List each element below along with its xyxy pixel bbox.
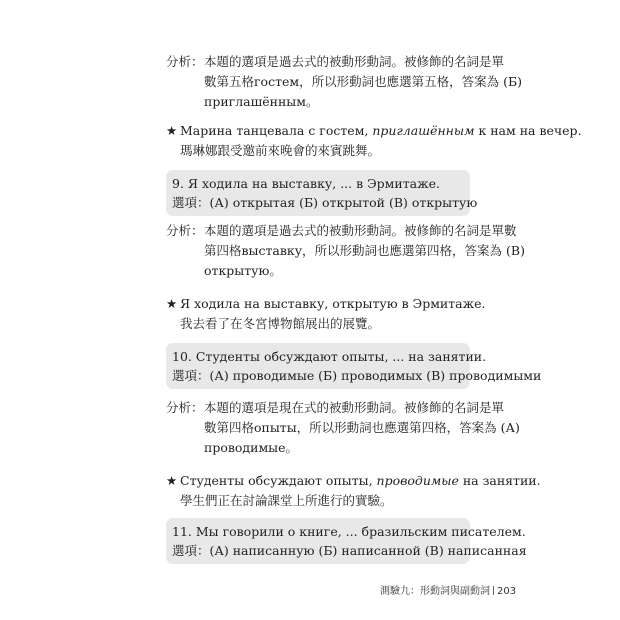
analysis-line: 第四格выставку，所以形動詞也應選第四格，答案為 (В) <box>204 243 525 258</box>
example-q9 <box>166 294 486 334</box>
page-footer <box>380 582 517 597</box>
analysis-q10 <box>166 398 520 458</box>
question-text: 11. Мы говорили о книге, ... бразильским писателем. <box>172 524 526 539</box>
example-translation: 學生們正在討論課堂上所進行的實驗。 <box>180 493 393 508</box>
example-translation: 我去看了在冬宮博物館展出的展覽。 <box>180 316 381 331</box>
question-9-box <box>166 170 478 216</box>
example-q8 <box>166 121 582 161</box>
analysis-q8 <box>166 52 523 112</box>
example-translation: 瑪琳娜跟受邀前來晚會的來賓跳舞。 <box>180 143 381 158</box>
question-11-box <box>166 518 527 564</box>
question-options: 選項：(А) открытая (Б) открытой (В) открытую <box>172 195 478 210</box>
question-options: 選項：(А) проводимые (Б) проводимых (В) проводимыми <box>172 368 542 383</box>
analysis-label: 分析： <box>166 400 204 415</box>
question-10-box <box>166 343 542 389</box>
highlighted-participle: приглашённым <box>372 123 475 138</box>
analysis-line: открытую。 <box>204 263 282 278</box>
analysis-line: 本題的選項是過去式的被動形動詞。被修飾的名詞是單 <box>204 54 505 69</box>
analysis-line: 數第五格гостем，所以形動詞也應選第五格，答案為 (Б) <box>204 74 523 89</box>
question-text: 10. Студенты обсуждают опыты, ... на занятии. <box>172 349 487 364</box>
analysis-line: 數第四格опыты，所以形動詞也應選第四格，答案為 (А) <box>204 420 520 435</box>
highlighted-participle: проводимые <box>376 473 459 488</box>
example-sentence: Марина танцевала с гостем, приглашённым к нам на вечер. <box>180 123 582 138</box>
analysis-label: 分析： <box>166 54 204 69</box>
analysis-line: приглашённым。 <box>204 94 319 109</box>
star-icon: ★ <box>166 473 178 488</box>
analysis-line: проводимые。 <box>204 440 299 455</box>
footer-divider <box>493 586 494 595</box>
example-sentence: Я ходила на выставку, открытую в Эрмитаже. <box>180 296 486 311</box>
example-q10 <box>166 471 541 511</box>
example-sentence: Студенты обсуждают опыты, проводимые на занятии. <box>180 473 541 488</box>
analysis-line: 本題的選項是現在式的被動形動詞。被修飾的名詞是單 <box>204 400 505 415</box>
analysis-line: 本題的選項是過去式的被動形動詞。被修飾的名詞是單數 <box>204 223 517 238</box>
analysis-q9 <box>166 221 525 281</box>
analysis-label: 分析： <box>166 223 204 238</box>
star-icon: ★ <box>166 123 178 138</box>
page-number: 203 <box>497 586 517 597</box>
star-icon: ★ <box>166 296 178 311</box>
question-text: 9. Я ходила на выставку, ... в Эрмитаже. <box>172 176 440 191</box>
chapter-title: 測驗九：形動詞與副動詞 <box>380 586 490 597</box>
question-options: 選項：(А) написанную (Б) написанной (В) написанная <box>172 543 527 558</box>
